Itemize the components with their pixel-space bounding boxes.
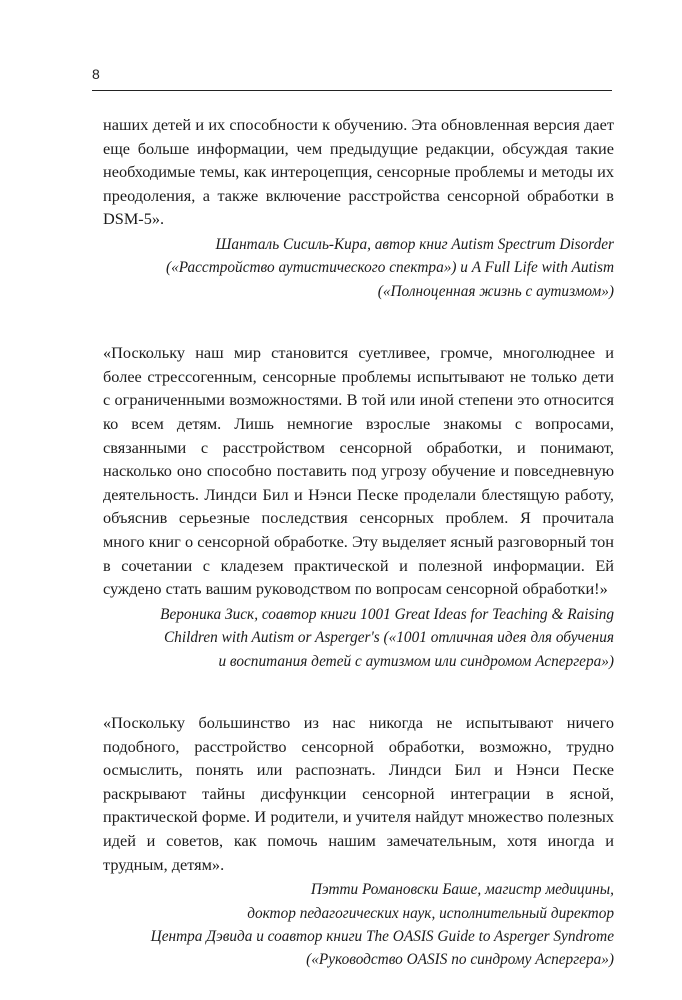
attribution-line: («Расстройство аутистического спектра») и A Full Life with Autism [165, 259, 614, 277]
attribution-line: Children with Autism or Asperger's («1001 отличная идея для обучения [163, 629, 614, 647]
review-attribution [103, 878, 614, 972]
attribution-line: и воспитания детей с аутизмом или синдромом Аспергера») [218, 652, 614, 670]
review-text: наших детей и их способности к обучению. Эта обновленная версия дает еще больше информации, чем предыдущие редакции, обсуждая такие необходимые темы, как интероцепция, сенсорные проблемы и методы их преодоления, а также включение расстройства сенсорной обработки в DSM-5». [103, 115, 614, 229]
attribution-line: Шанталь Сисиль-Кира, автор книг Autism Spectrum Disorder [215, 235, 614, 253]
review-block [103, 711, 614, 972]
attribution-line: Пэтти Романовски Баше, магистр медицины, [310, 881, 614, 899]
review-attribution [103, 603, 614, 673]
attribution-line: доктор педагогических наук, исполнительный директор [247, 904, 614, 922]
page-number: 8 [92, 66, 100, 82]
review-text: «Поскольку наш мир становится суетливее, громче, многолюднее и более стрессогенным, сенсорные проблемы испытывают не только дети с ограниченными возможностями. В той или иной степени это относится ко всем детям. Лишь немногие взрослые знакомы с вопросами, связанными с расстройством сенсорной обработки, и понимают, насколько оно способно поставить под угрозу обучение и повседневную деятельность. Линдси Бил и Нэнси Песке проделали блестящую работу, объяснив серьезные последствия сенсорных проблем. Я прочитала много книг о сенсорной обработке. Эту выделяет ясный разговорный тон в сочетании с кладезем практической и полезной информации. Ей суждено стать вашим руководством по вопросам сенсорной обработки!» [103, 343, 614, 599]
attribution-line: («Полноценная жизнь с аутизмом») [377, 282, 614, 300]
attribution-line: Центра Дэвида и соавтор книги The OASIS Guide to Asperger Syndrome [150, 927, 614, 945]
review-block [103, 341, 614, 673]
review-text: «Поскольку большинство из нас никогда не испытывают ничего подобного, расстройство сенсорной обработки, возможно, трудно осмыслить, понять или распознать. Линдси Бил и Нэнси Песке раскрывают тайны дисфункции сенсорной интеграции в ясной, практической форме. И родители, и учителя найдут множество полезных идей и советов, как помочь нашим замечательным, хотя иногда и трудным, детям». [103, 712, 614, 874]
attribution-line: Вероника Зиск, соавтор книги 1001 Great Ideas for Teaching & Raising [160, 605, 614, 623]
page-header [92, 66, 612, 91]
spacer [103, 673, 614, 711]
attribution-line: («Руководство OASIS по синдрому Аспергера») [306, 951, 614, 969]
review-block [103, 113, 614, 303]
review-attribution [103, 233, 614, 303]
page-body [103, 113, 614, 972]
spacer [103, 303, 614, 341]
